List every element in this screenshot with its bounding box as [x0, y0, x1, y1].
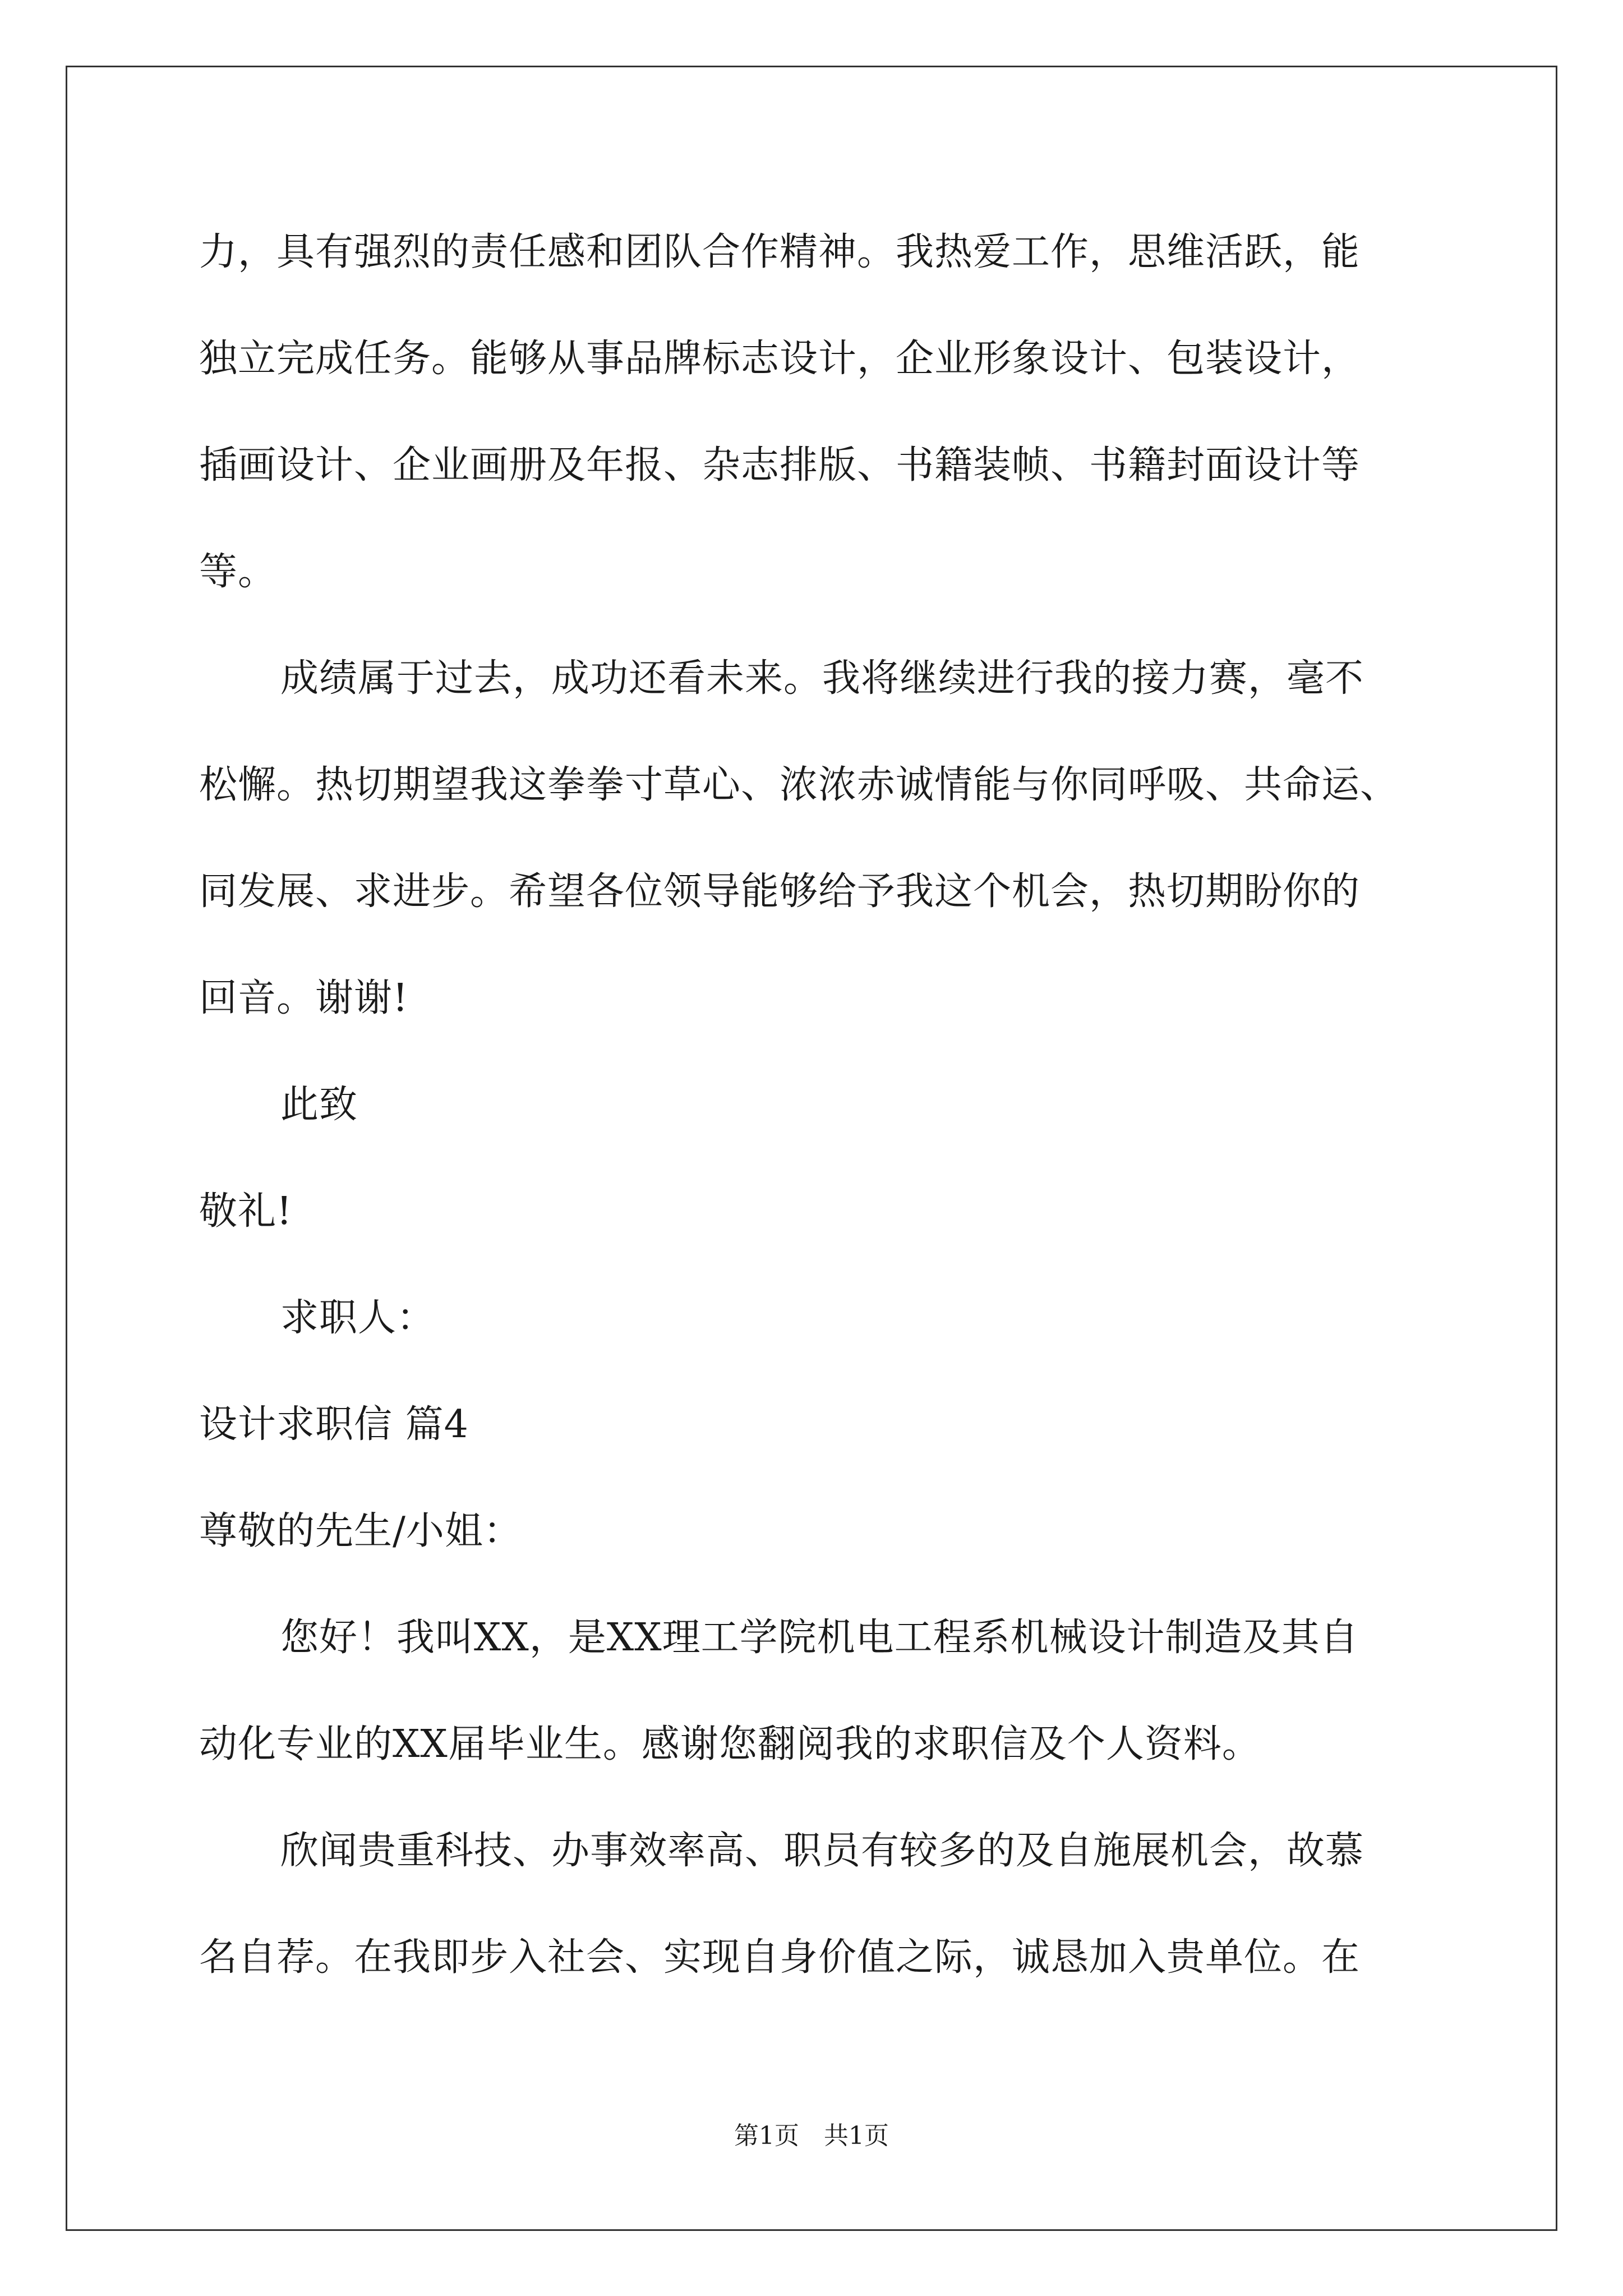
- text-line: 此致: [280, 1083, 358, 1127]
- section-heading: 设计求职信 篇4: [199, 1402, 469, 1447]
- text-line: 敬礼!: [199, 1189, 293, 1234]
- text-line: 独立完成任务。能够从事品牌标志设计，企业形象设计、包装设计，: [199, 337, 1361, 381]
- text-line: 等。: [199, 550, 277, 594]
- text-line: 同发展、求进步。希望各位领导能够给予我这个机会，热切期盼你的: [199, 869, 1361, 914]
- text-line: 动化专业的XX届毕业生。感谢您翻阅我的求职信及个人资料。: [199, 1722, 1261, 1766]
- text-line: 名自荐。在我即步入社会、实现自身价值之际，诚恳加入贵单位。在: [199, 1935, 1361, 1980]
- text-line: 欣闻贵重科技、办事效率高、职员有较多的及自施展机会，故慕: [280, 1829, 1364, 1873]
- text-line: 回音。谢谢!: [199, 976, 409, 1020]
- text-line: 您好！我叫XX，是XX理工学院机电工程系机械设计制造及其自: [280, 1616, 1359, 1660]
- text-line: 松懈。热切期望我这拳拳寸草心、浓浓赤诚情能与你同呼吸、共命运、: [199, 763, 1399, 807]
- text-line: 力，具有强烈的责任感和团队合作精神。我热爱工作，思维活跃，能: [199, 230, 1361, 274]
- page-border: [66, 66, 1557, 2231]
- text-line: 成绩属于过去，成功还看未来。我将继续进行我的接力赛，毫不: [280, 656, 1364, 701]
- page-number: 第1页 共1页: [734, 2122, 889, 2150]
- text-line: 求职人：: [280, 1296, 436, 1340]
- salutation: 尊敬的先生/小姐：: [199, 1509, 522, 1553]
- text-line: 插画设计、企业画册及年报、杂志排版、书籍装帧、书籍封面设计等: [199, 443, 1361, 487]
